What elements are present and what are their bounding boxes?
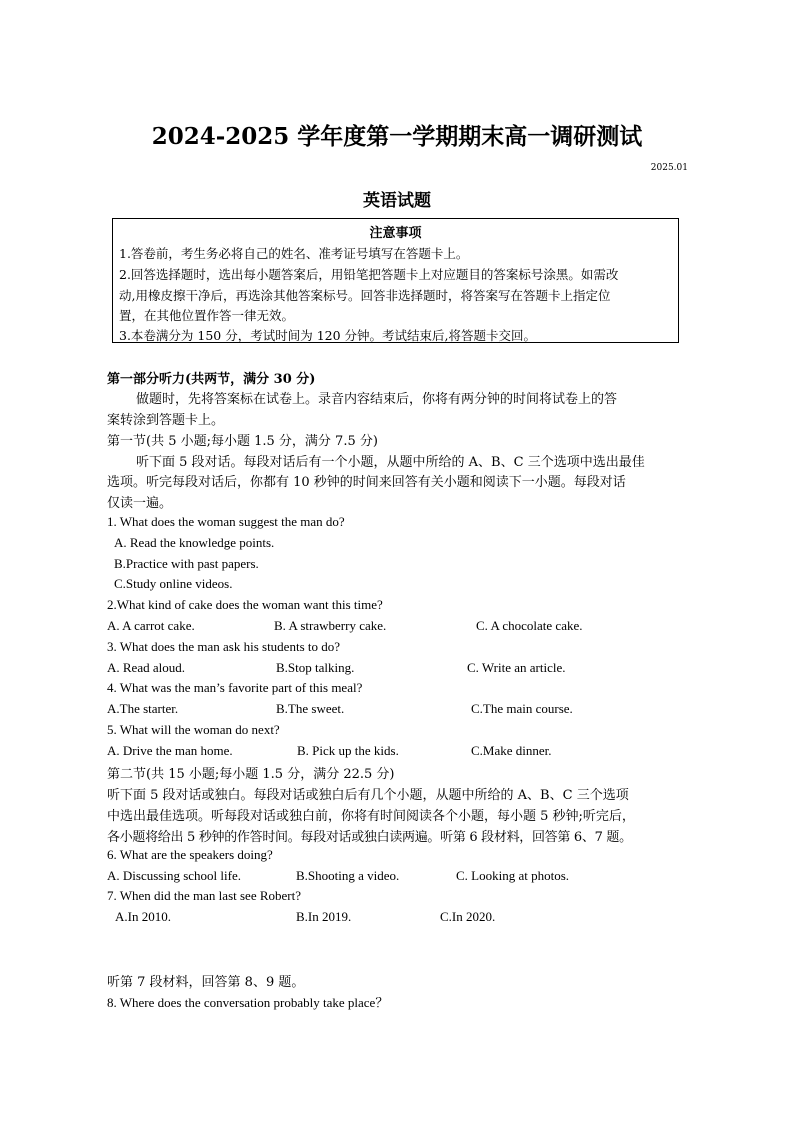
question-stem: 4. What was the man’s favorite part of this meal? [107, 680, 363, 695]
question-stem: 6. What are the speakers doing? [107, 847, 273, 862]
option-b: B.In 2019. [296, 909, 352, 924]
option-c: C. Looking at photos. [456, 868, 570, 883]
option-a: A. A carrot cake. [107, 618, 195, 633]
question-stem: 3. What does the man ask his students to do? [107, 639, 341, 654]
option-a: A. Read the knowledge points. [114, 535, 275, 550]
section2-intro: 中选出最佳选项。听每段对话或独白前，你将有时间阅读各个小题，每小题 5 秒钟;听完后， [107, 809, 635, 824]
section1-heading: 第一节(共 5 小题;每小题 1.5 分，满分 7.5 分) [107, 434, 378, 449]
option-c: C.The main course. [471, 701, 573, 716]
section1-intro: 仅读一遍。 [107, 496, 173, 511]
notice-title: 注意事项 [369, 226, 422, 241]
part1-heading: 第一部分听力(共两节，满分 30 分) [107, 372, 316, 387]
option-a: A.The starter. [107, 701, 179, 716]
passage-note: 听第 7 段材料，回答第 8、9 题。 [107, 975, 305, 990]
notice-line: 3.本卷满分为 150 分，考试时间为 120 分钟。考试结束后,将答题卡交回。 [119, 328, 537, 343]
option-a: A. Drive the man home. [107, 743, 233, 758]
question-stem: 7. When did the man last see Robert? [107, 888, 301, 903]
notice-line: 2.回答选择题时，选出每小题答案后，用铅笔把答题卡上对应题目的答案标号涂黑。如需改 [119, 267, 619, 282]
option-b: B.The sweet. [276, 701, 345, 716]
section1-intro: 选项。听完每段对话后，你都有 10 秒钟的时间来回答有关小题和阅读下一小题。每段对话 [107, 475, 626, 490]
part1-intro: 做题时，先将答案标在试卷上。录音内容结束后，你将有两分钟的时间将试卷上的答 [136, 392, 618, 407]
question-stem: 2.What kind of cake does the woman want this time? [107, 597, 383, 612]
option-a: A.In 2010. [115, 909, 171, 924]
option-b: B.Stop talking. [276, 660, 355, 675]
notice-line: 置，在其他位置作答一律无效。 [119, 308, 295, 323]
question-stem: 1. What does the woman suggest the man do? [107, 514, 345, 529]
subject-title: 英语试题 [363, 191, 431, 211]
option-c: C. A chocolate cake. [476, 618, 583, 633]
option-a: A. Discussing school life. [107, 868, 241, 883]
option-a: A. Read aloud. [107, 660, 185, 675]
notice-line: 1.答卷前，考生务必将自己的姓名、准考证号填写在答题卡上。 [119, 246, 469, 261]
option-c: C.Make dinner. [471, 743, 552, 758]
notice-box [112, 218, 679, 343]
option-c: C. Write an article. [467, 660, 566, 675]
option-b: B.Practice with past papers. [114, 556, 259, 571]
part1-intro: 案转涂到答题卡上。 [107, 413, 225, 428]
question-stem: 8. Where does the conversation probably take place？ [107, 995, 389, 1010]
section2-intro: 听下面 5 段对话或独白。每段对话或独白后有几个小题，从题中所给的 A、B、C 三个选项 [107, 788, 629, 803]
option-b: B.Shooting a video. [296, 868, 400, 883]
exam-date: 2025.01 [650, 163, 688, 173]
option-b: B. A strawberry cake. [274, 618, 387, 633]
section2-heading: 第二节(共 15 小题;每小题 1.5 分，满分 22.5 分) [107, 767, 395, 782]
notice-line: 动,用橡皮擦干净后，再选涂其他答案标号。回答非选择题时，将答案写在答题卡上指定位 [119, 288, 611, 303]
option-c: C.Study online videos. [114, 576, 233, 591]
section1-intro: 听下面 5 段对话。每段对话后有一个小题，从题中所给的 A、B、C 三个选项中选出最佳 [136, 455, 645, 470]
option-c: C.In 2020. [440, 909, 496, 924]
section2-intro: 各小题将给出 5 秒钟的作答时间。每段对话或独白读两遍。听第 6 段材料，回答第 6、7 题。 [107, 830, 632, 845]
exam-title: 2024-2025 学年度第一学期期末高一调研测试 [151, 123, 643, 150]
question-stem: 5. What will the woman do next? [107, 722, 280, 737]
option-b: B. Pick up the kids. [297, 743, 399, 758]
